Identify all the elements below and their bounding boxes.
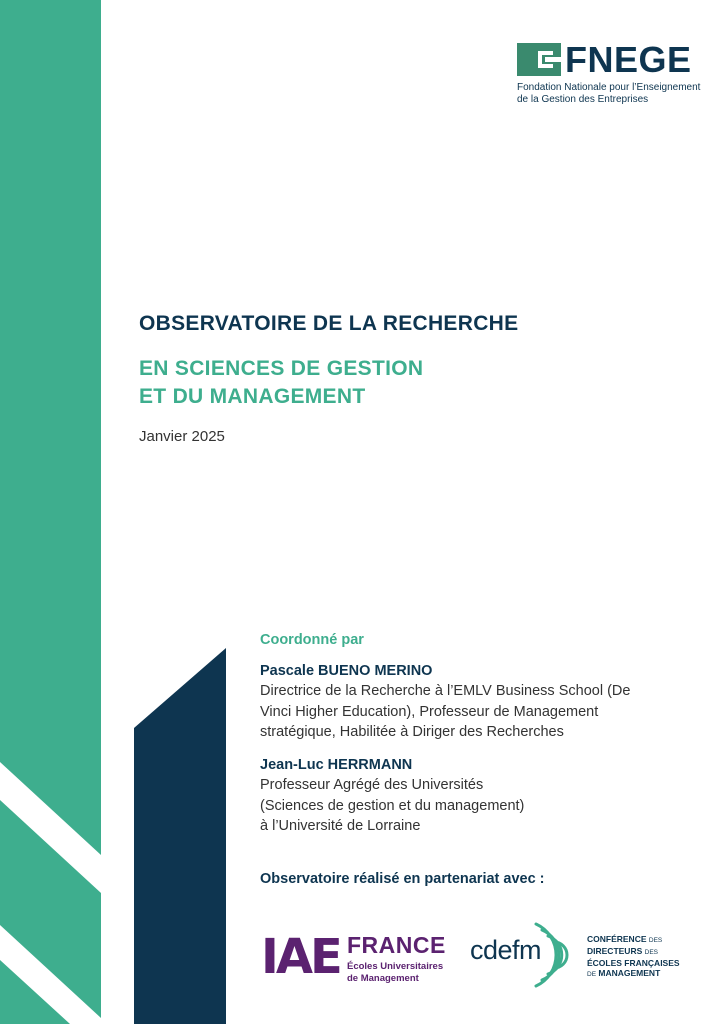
partners-label: Observatoire réalisé en partenariat avec : [260, 871, 545, 887]
iae-logo-subtitle: Écoles Universitaires de Management [347, 961, 444, 984]
navy-shape [134, 648, 226, 1024]
document-subtitle: EN SCIENCES DE GESTION ET DU MANAGEMENT [139, 357, 424, 408]
cdefm-logo-word: cdefm [470, 935, 542, 965]
fnege-logo [517, 41, 707, 111]
coordinator-role: Professeur Agrégé des Universités (Sciences de gestion et du management) à l’Université de Lorraine [260, 777, 525, 834]
coordinator-name: Jean-Luc HERRMANN [260, 757, 413, 773]
fnege-logo-tagline: Fondation Nationale pour l’Enseignement de la Gestion des Entreprises [517, 82, 701, 105]
coordinator-name: Pascale BUENO MERINO [260, 663, 433, 679]
cdefm-logo-text: CONFÉRENCE DES DIRECTEURS DES ÉCOLES FRANÇAISES DE MANAGEMENT [587, 934, 680, 978]
fnege-logo-mark-icon [517, 43, 561, 76]
coordination-label: Coordonné par [260, 632, 364, 648]
coordinator-1 [260, 661, 700, 743]
coordinator-role: Directrice de la Recherche à l’EMLV Business School (De Vinci Higher Education), Professeur de Management stratégique, Habilitée à Diriger des Recherches [260, 683, 631, 740]
publication-date: Janvier 2025 [139, 428, 225, 445]
iae-logo-name: FRANCE [347, 932, 446, 958]
iae-logo-mark: IAE [261, 929, 340, 985]
iae-france-logo [261, 929, 446, 991]
fnege-logo-name: FNEGE [565, 39, 692, 80]
document-title: OBSERVATOIRE DE LA RECHERCHE [139, 312, 519, 335]
coordinator-2 [260, 755, 700, 837]
cdefm-logo [470, 912, 710, 1002]
